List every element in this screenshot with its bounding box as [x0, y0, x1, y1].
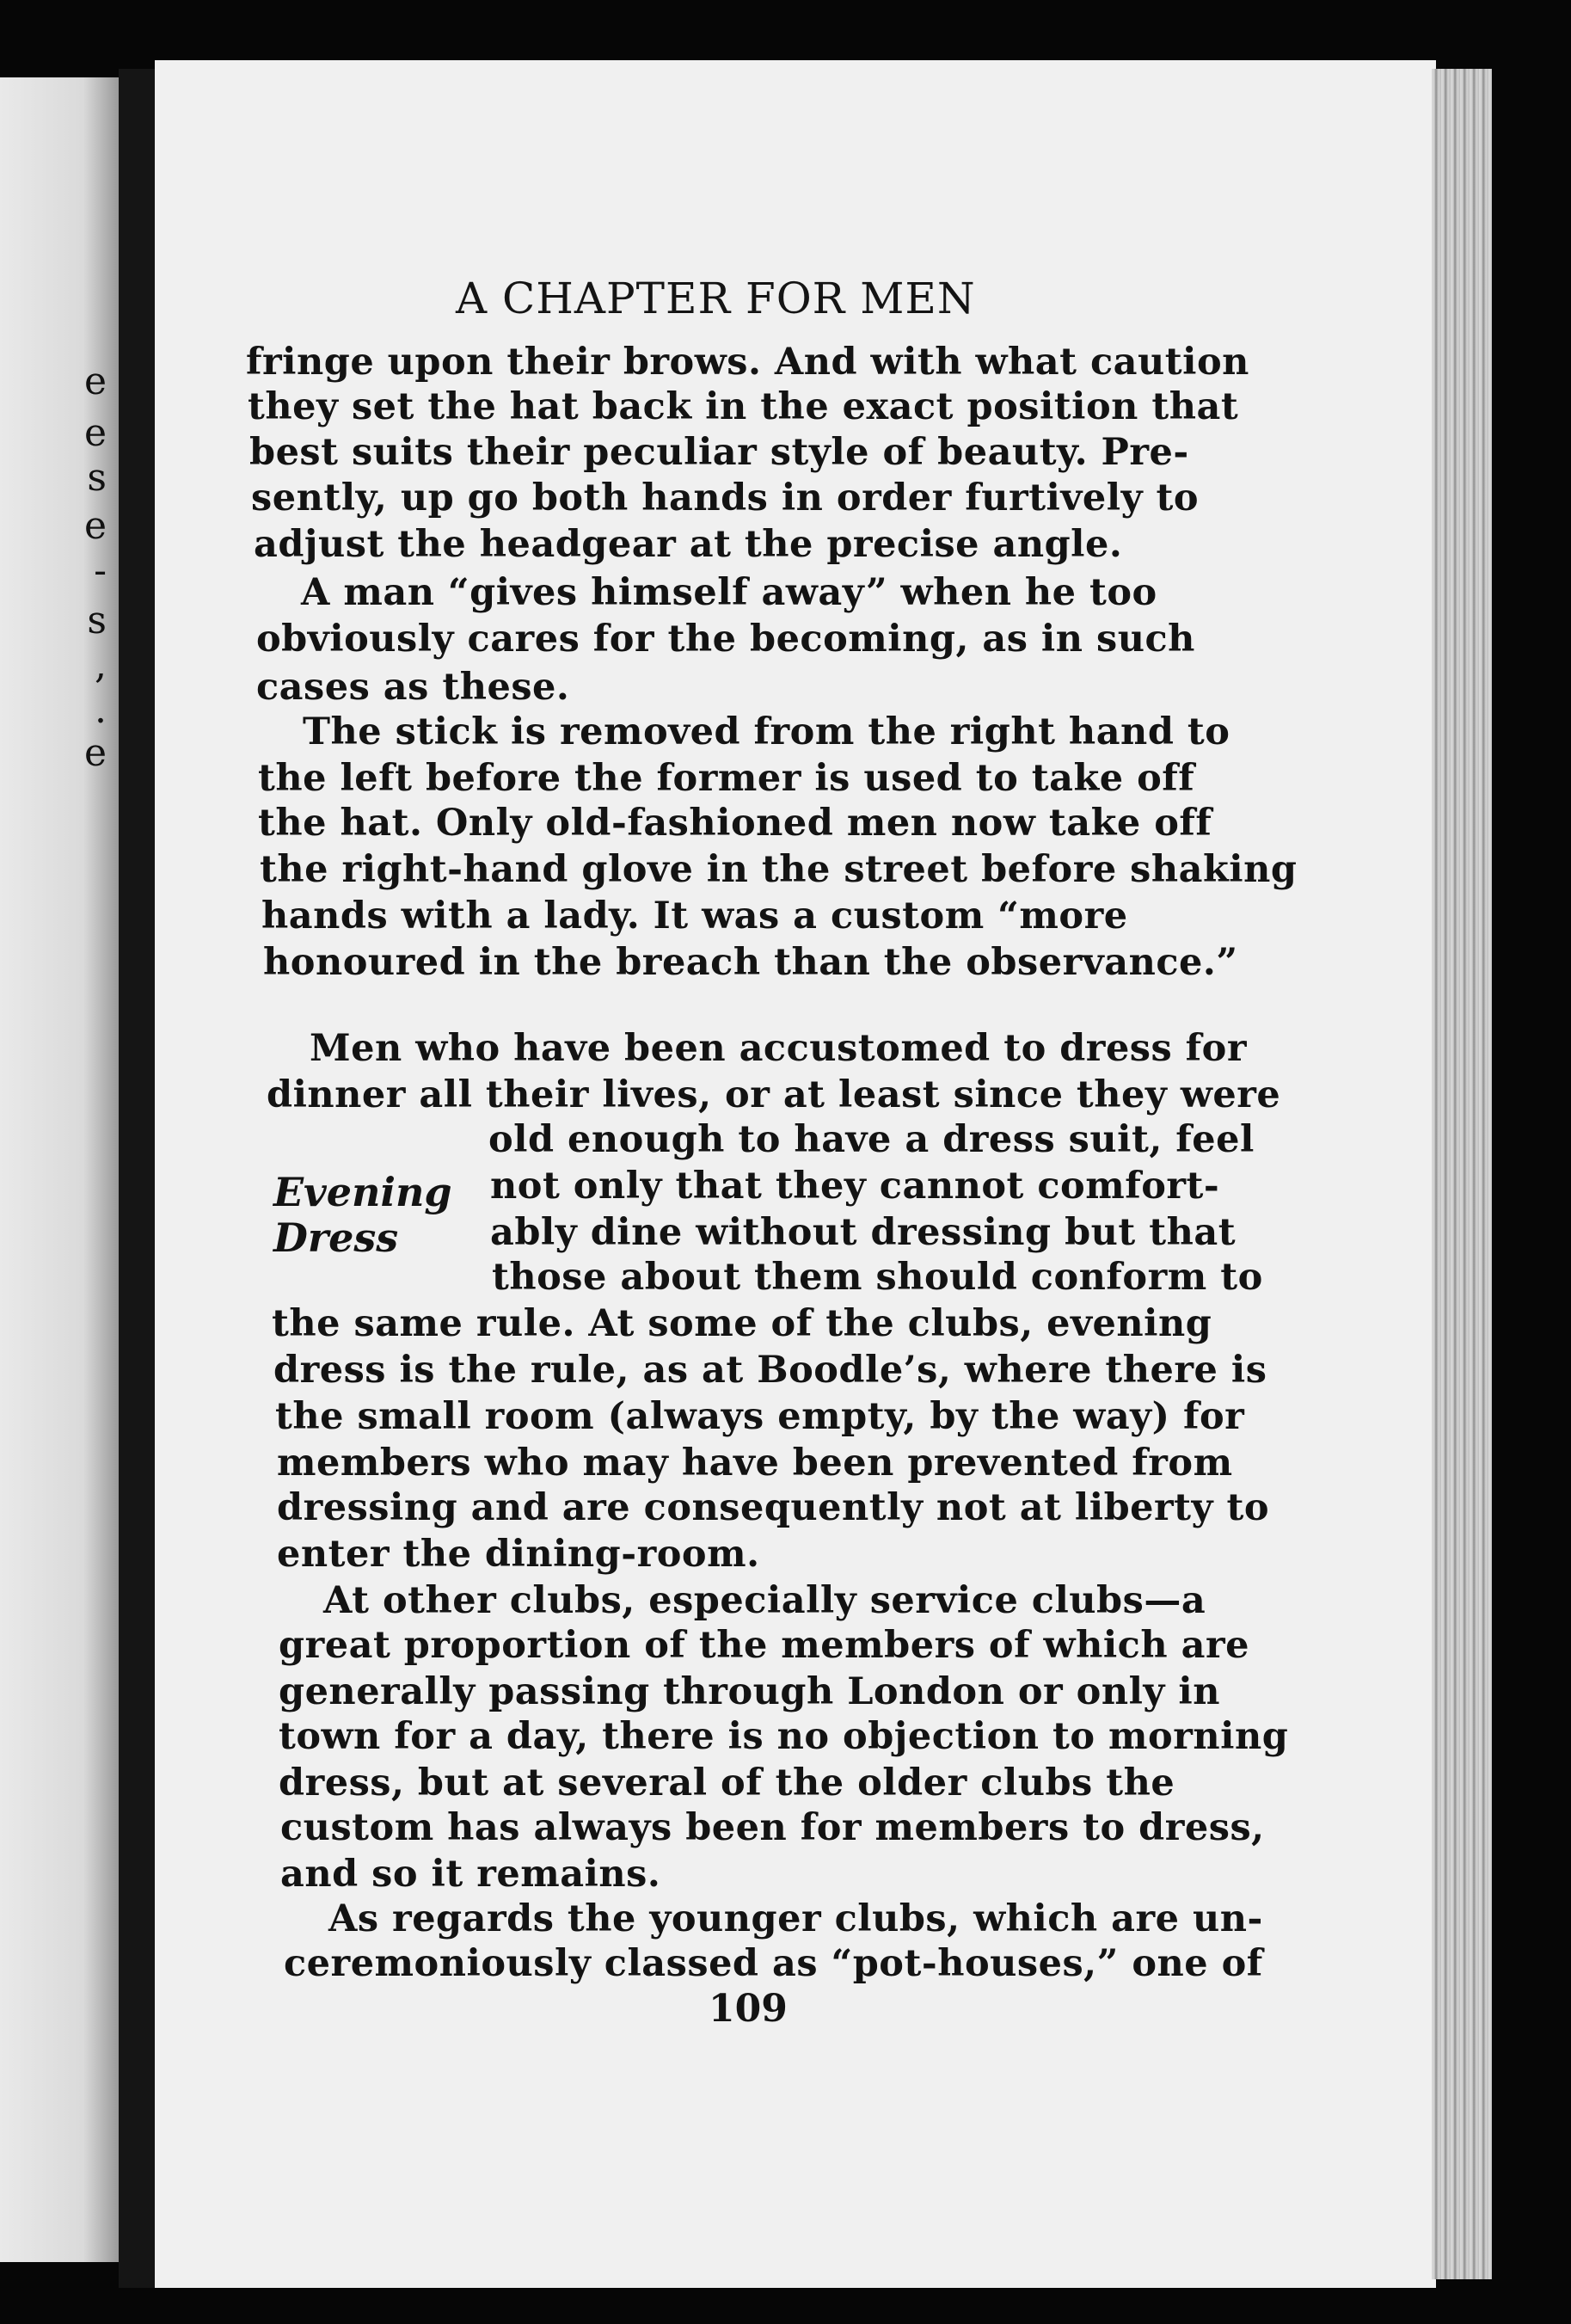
text-line: custom has always been for members to dress,	[280, 1806, 1265, 1849]
text-line: they set the hat back in the exact position that	[248, 385, 1239, 428]
left-page-fragment: e	[83, 504, 107, 548]
text-line: At other clubs, especially service clubs—a	[323, 1579, 1206, 1622]
text-line: fringe upon their brows. And with what caution	[246, 341, 1249, 384]
left-page-fragment: s	[87, 599, 107, 642]
text-line: As regards the younger clubs, which are un-	[328, 1897, 1263, 1940]
text-line: cases as these.	[256, 666, 570, 709]
running-header: A CHAPTER FOR MEN	[456, 274, 976, 323]
marginal-note	[273, 1170, 452, 1261]
text-line: the left before the former is used to take off	[258, 757, 1195, 800]
text-line: the small room (always empty, by the way) for	[275, 1395, 1245, 1438]
left-page-fragment: e	[83, 411, 107, 455]
text-line: the hat. Only old-fashioned men now take off	[258, 802, 1212, 845]
text-line: ceremoniously classed as “pot-houses,” one of	[284, 1942, 1263, 1985]
text-line: sently, up go both hands in order furtively to	[251, 476, 1200, 520]
text-line: dinner all their lives, or at least since they were	[267, 1073, 1281, 1116]
left-page-fragment: -	[94, 549, 107, 593]
text-line: old enough to have a dress suit, feel	[488, 1118, 1255, 1161]
left-page-fragment: ,	[95, 643, 107, 687]
text-line: A man “gives himself away” when he too	[301, 571, 1157, 614]
text-line: The stick is removed from the right hand to	[303, 710, 1230, 753]
text-line: ably dine without dressing but that	[490, 1211, 1237, 1254]
text-line: best suits their peculiar style of beauty. Pre-	[249, 431, 1189, 474]
marginal-note-line: Evening	[273, 1169, 452, 1215]
text-line: dress is the rule, as at Boodle’s, where there is	[273, 1349, 1267, 1392]
left-page-edge	[0, 77, 119, 2262]
text-line: members who may have been prevented from	[277, 1442, 1233, 1485]
text-line: and so it remains.	[280, 1853, 661, 1896]
text-line: adjust the headgear at the precise angle.	[254, 523, 1123, 566]
text-line: Men who have been accustomed to dress for	[310, 1027, 1248, 1070]
page-edges	[1432, 69, 1492, 2279]
text-line: honoured in the breach than the observance.”	[263, 941, 1238, 984]
book-gutter	[119, 69, 155, 2288]
left-page-fragment: .	[95, 688, 107, 732]
page-number: 109	[709, 1987, 788, 2031]
text-line: hands with a lady. It was a custom “more	[261, 895, 1128, 938]
marginal-note-line: Dress	[273, 1214, 399, 1261]
left-page-fragment: e	[83, 731, 107, 775]
text-line: dress, but at several of the older clubs the	[279, 1761, 1175, 1804]
text-line: the right-hand glove in the street before shaking	[260, 848, 1298, 891]
left-page-fragment: e	[83, 360, 107, 403]
text-line: not only that they cannot comfort-	[490, 1165, 1220, 1208]
text-line: the same rule. At some of the clubs, evening	[272, 1302, 1212, 1345]
text-line: great proportion of the members of which are	[279, 1624, 1249, 1667]
text-line: obviously cares for the becoming, as in such	[256, 618, 1195, 661]
text-line: enter the dining-room.	[277, 1533, 760, 1576]
left-page-fragment: s	[87, 456, 107, 500]
text-line: dressing and are consequently not at liberty to	[277, 1486, 1270, 1529]
text-line: generally passing through London or only in	[279, 1670, 1220, 1713]
text-line: those about them should conform to	[492, 1256, 1263, 1299]
text-line: town for a day, there is no objection to morning	[279, 1715, 1289, 1758]
